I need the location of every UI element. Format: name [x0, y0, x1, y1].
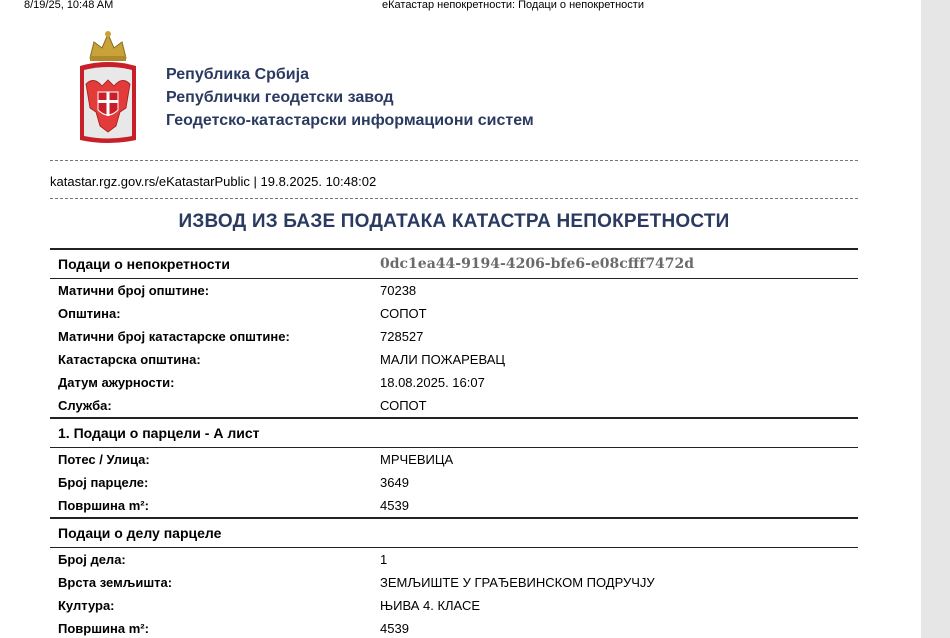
table-row: Катастарска општина: МАЛИ ПОЖАРЕВАЦ — [58, 352, 505, 367]
section-title: Подаци о делу парцеле — [58, 525, 222, 541]
print-datetime: 8/19/25, 10:48 AM — [24, 0, 114, 11]
section-title: 1. Подаци о парцели - А лист — [58, 425, 260, 441]
table-row: Матични број катастарске општине: 728527 — [58, 329, 424, 344]
table-row: Врста земљишта: ЗЕМЉИШТЕ У ГРАЂЕВИНСКОМ ПОДРУЧЈУ — [58, 575, 655, 590]
viewer-gutter — [921, 0, 950, 638]
table-row: Површина m²: 4539 — [58, 621, 409, 636]
org-institute: Републички геодетски завод — [166, 89, 394, 106]
table-row: Број дела: 1 — [58, 552, 388, 567]
section-property-header — [50, 250, 858, 278]
print-header — [0, 0, 921, 12]
section-parcel-header — [50, 419, 858, 447]
property-id: 0dc1ea44-9194-4206-bfe6-e08cfff7472d — [380, 256, 695, 272]
table-row: Матични број општине: 70238 — [58, 283, 417, 298]
source-line: katastar.rgz.gov.rs/eKatastarPublic | 19.8.2025. 10:48:02 — [50, 174, 377, 189]
table-row: Број парцеле: 3649 — [58, 475, 409, 490]
table-row: Општина: СОПОТ — [58, 306, 427, 321]
print-title: еКатастар непокретности: Подаци о непокретности — [382, 0, 644, 11]
document-title: ИЗВОД ИЗ БАЗЕ ПОДАТАКА КАТАСТРА НЕПОКРЕТНОСТИ — [178, 211, 730, 232]
divider-bottom — [50, 198, 858, 199]
table-row: Служба: СОПОТ — [58, 398, 427, 413]
table-row: Датум ажурности: 18.08.2025. 16:07 — [58, 375, 485, 390]
cadastre-table — [50, 248, 858, 638]
divider-top — [50, 160, 858, 161]
section-parcel-part-header — [50, 519, 858, 547]
section-title: Подаци о непокретности — [58, 256, 230, 272]
table-row: Култура: ЊИВА 4. КЛАСЕ — [58, 598, 481, 613]
table-row: Потес / Улица: МРЧЕВИЦА — [58, 452, 454, 467]
serbia-coat-of-arms-icon — [76, 28, 140, 146]
org-system: Геодетско-катастарски информациони систем — [166, 112, 534, 129]
org-country: Република Србија — [166, 66, 309, 83]
organization-block — [166, 63, 534, 132]
table-row: Површина m²: 4539 — [58, 498, 409, 513]
